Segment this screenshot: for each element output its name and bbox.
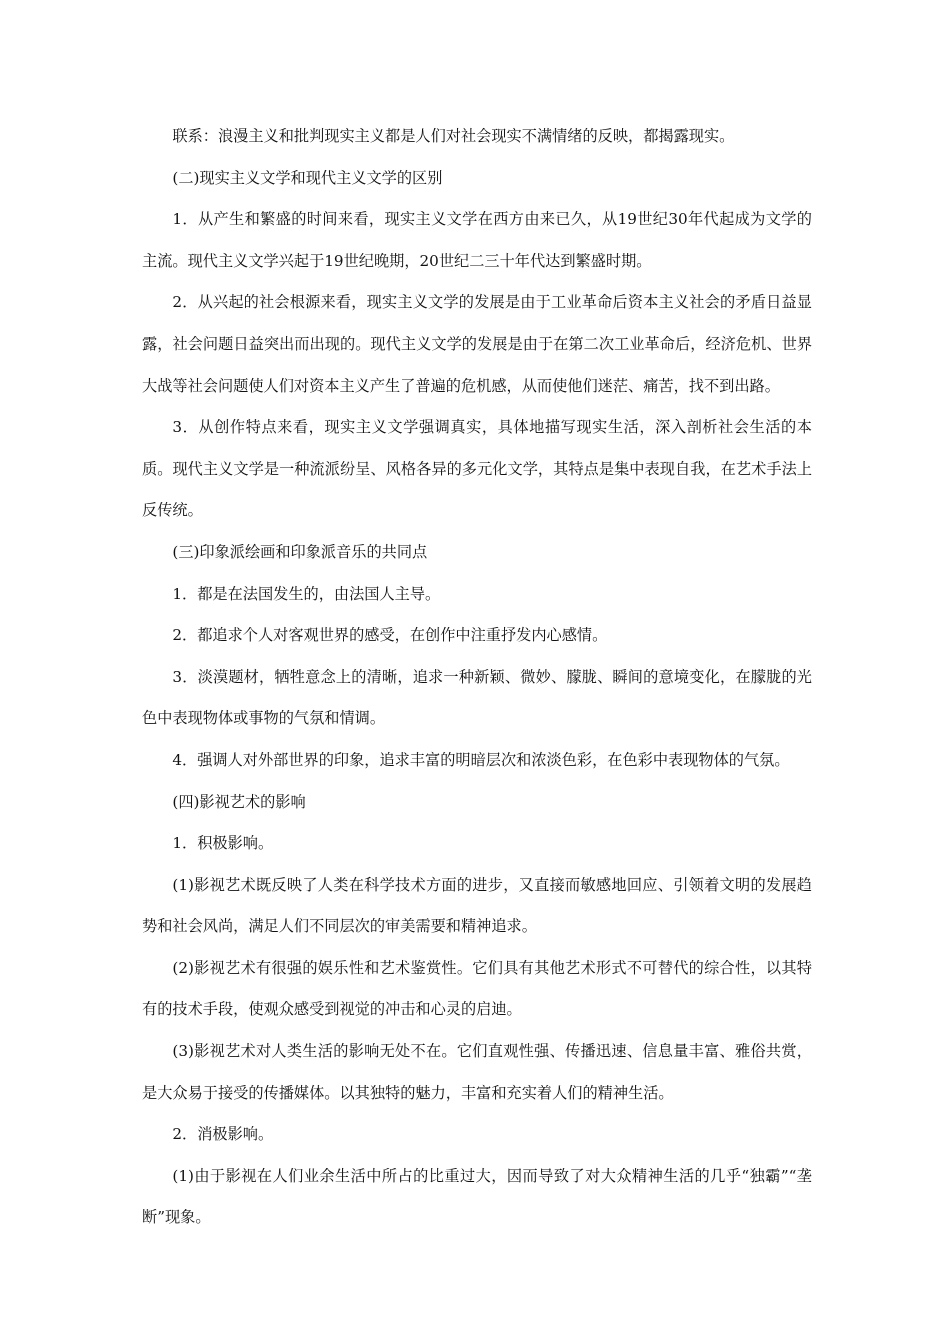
section-heading-3: (三)印象派绘画和印象派音乐的共同点 <box>172 542 428 561</box>
document-body <box>142 116 812 1239</box>
paragraph-2-3: 3．从创作特点来看，现实主义文学强调真实，具体地描写现实生活，深入剖析社会生活的本质。现代主义文学是一种流派纷呈、风格各异的多元化文学，其特点是集中表现自我，在艺术手法上反传统。 <box>142 418 812 520</box>
subheading-positive: 1．积极影响。 <box>172 834 274 853</box>
paragraph-3-2: 2．都追求个人对客观世界的感受，在创作中注重抒发内心感情。 <box>172 626 608 645</box>
paragraph-2-1: 1．从产生和繁盛的时间来看，现实主义文学在西方由来已久，从19世纪30年代起成为文学的主流。现代主义文学兴起于19世纪晚期，20世纪二三十年代达到繁盛时期。 <box>142 210 812 270</box>
subheading-negative: 2．消极影响。 <box>172 1125 274 1144</box>
paragraph-2-2: 2．从兴起的社会根源来看，现实主义文学的发展是由于工业革命后资本主义社会的矛盾日益显露，社会问题日益突出而出现的。现代主义文学的发展是由于在第二次工业革命后，经济危机、世界大战等社会问题使人们对资本主义产生了普遍的危机感，从而使他们迷茫、痛苦，找不到出路。 <box>142 293 812 395</box>
paragraph-4-1-2: (2)影视艺术有很强的娱乐性和艺术鉴赏性。它们具有其他艺术形式不可替代的综合性，以其特有的技术手段，使观众感受到视觉的冲击和心灵的启迪。 <box>142 958 812 1019</box>
section-heading-2: (二)现实主义文学和现代主义文学的区别 <box>172 168 443 187</box>
paragraph-connection: 联系：浪漫主义和批判现实主义都是人们对社会现实不满情绪的反映，都揭露现实。 <box>172 127 735 145</box>
paragraph-3-4: 4．强调人对外部世界的印象，追求丰富的明暗层次和浓淡色彩，在色彩中表现物体的气氛。 <box>172 750 790 769</box>
paragraph-4-2-1: (1)由于影视在人们业余生活中所占的比重过大，因而导致了对大众精神生活的几乎“独霸”“垄断”现象。 <box>142 1166 812 1227</box>
section-heading-4: (四)影视艺术的影响 <box>172 792 306 811</box>
paragraph-3-3: 3．淡漠题材，牺牲意念上的清晰，追求一种新颖、微妙、朦胧、瞬间的意境变化，在朦胧的光色中表现物体或事物的气氛和情调。 <box>142 667 812 728</box>
paragraph-3-1: 1．都是在法国发生的，由法国人主导。 <box>172 584 441 603</box>
paragraph-4-1-3: (3)影视艺术对人类生活的影响无处不在。它们直观性强、传播迅速、信息量丰富、雅俗共赏，是大众易于接受的传播媒体。以其独特的魅力，丰富和充实着人们的精神生活。 <box>142 1042 812 1102</box>
paragraph-4-1-1: (1)影视艺术既反映了人类在科学技术方面的进步，又直接而敏感地回应、引领着文明的发展趋势和社会风尚，满足人们不同层次的审美需要和精神追求。 <box>142 875 812 936</box>
